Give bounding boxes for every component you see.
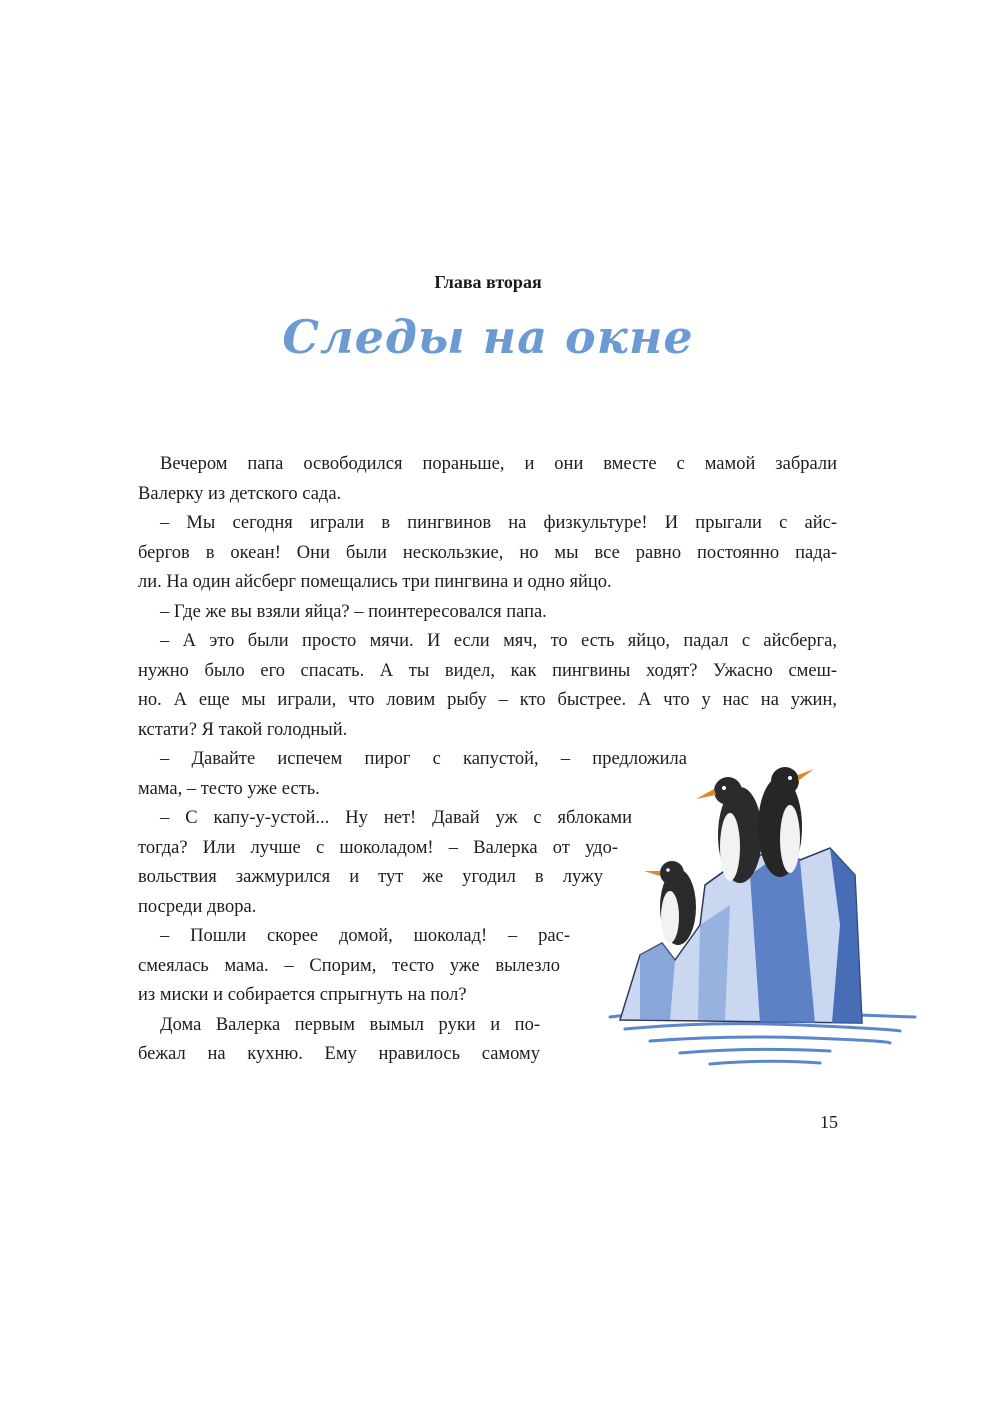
text-line: посреди двора. bbox=[138, 896, 257, 917]
paragraph bbox=[138, 627, 837, 745]
text-line: смеялась мама. – Спорим, тесто уже вылезло bbox=[138, 955, 560, 976]
penguins-on-iceberg-illustration bbox=[600, 755, 920, 1085]
text-line: – А это были просто мячи. И если мяч, то есть яйцо, падал с айсберга, bbox=[160, 631, 837, 651]
penguin-small bbox=[644, 861, 696, 945]
text-line: – С капу-у-устой... Ну нет! Давай уж с яблоками bbox=[160, 808, 632, 828]
chapter-title: Следы на окне bbox=[282, 310, 694, 364]
paragraph bbox=[138, 509, 837, 598]
page-number: 15 bbox=[820, 1112, 838, 1132]
paragraph bbox=[138, 450, 837, 509]
text-line: из миски и собирается спрыгнуть на пол? bbox=[138, 985, 467, 1005]
text-line: Вечером папа освободился пораньше, и они вместе с мамой забрали bbox=[160, 454, 837, 474]
text-line: вольствия зажмурился и тут же угодил в лужу bbox=[138, 867, 603, 887]
text-line: – Пошли скорее домой, шоколад! – рас- bbox=[160, 926, 570, 946]
text-line: бежал на кухню. Ему нравилось самому bbox=[138, 1044, 540, 1064]
text-line: ли. На один айсберг помещались три пингвина и одно яйцо. bbox=[138, 572, 612, 592]
chapter-label: Глава вторая bbox=[434, 272, 542, 292]
text-line: нужно было его спасать. А ты видел, как пингвины ходят? Ужасно смеш- bbox=[138, 660, 837, 681]
text-line: Валерку из детского сада. bbox=[138, 483, 342, 504]
text-line: тогда? Или лучше с шоколадом! – Валерка от удо- bbox=[138, 837, 618, 858]
paragraph bbox=[138, 598, 837, 628]
text-line: – Давайте испечем пирог с капустой, – предложила bbox=[160, 749, 687, 769]
text-line: – Где же вы взяли яйца? – поинтересовался папа. bbox=[160, 601, 547, 622]
text-line: Дома Валерка первым вымыл руки и по- bbox=[160, 1014, 540, 1035]
text-line: бергов в океан! Они были нескользкие, но мы все равно постоянно пада- bbox=[138, 542, 837, 563]
text-line: но. А еще мы играли, что ловим рыбу – кто быстрее. А что у нас на ужин, bbox=[138, 690, 837, 710]
text-line: – Мы сегодня играли в пингвинов на физкультуре! И прыгали с айс- bbox=[160, 513, 837, 533]
penguin-tall-left bbox=[696, 777, 762, 883]
text-line: кстати? Я такой голодный. bbox=[138, 719, 348, 740]
text-line: мама, – тесто уже есть. bbox=[138, 778, 320, 799]
